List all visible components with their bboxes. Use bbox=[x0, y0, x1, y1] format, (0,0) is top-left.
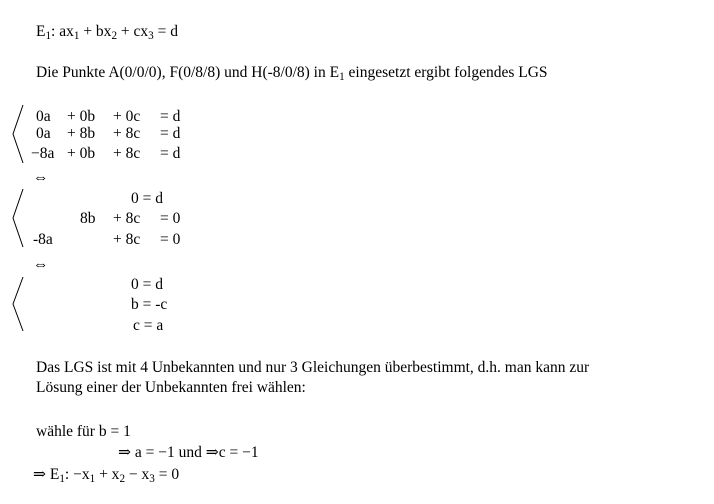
system1-row1-c: + 0c bbox=[113, 108, 141, 125]
system1-brace bbox=[10, 104, 26, 164]
implication-line: ⇒ a = −1 und ⇒c = −1 bbox=[118, 444, 259, 461]
system1-row1-b: + 0b bbox=[67, 108, 96, 125]
implies-arrow: ⇒ bbox=[205, 444, 219, 461]
paragraph-line2: Lösung einer der Unbekannten frei wählen: bbox=[36, 379, 306, 396]
system3-row2: b = -c bbox=[131, 296, 168, 313]
system1-row3-c: + 8c bbox=[113, 145, 141, 162]
system1-row1-r: = d bbox=[160, 108, 181, 125]
system1-row2-r: = d bbox=[160, 125, 181, 142]
system3-row3: c = a bbox=[133, 317, 164, 334]
paragraph-line1: Das LGS ist mit 4 Unbekannten und nur 3 Gleichungen überbestimmt, d.h. man kann zur bbox=[36, 359, 590, 376]
system2-row3-c: + 8c bbox=[113, 231, 141, 248]
system2-brace bbox=[10, 188, 26, 248]
system2-row2-c: + 8c bbox=[113, 210, 141, 227]
implies-arrow: ⇒ bbox=[33, 466, 46, 483]
system1-row3-a: −8a bbox=[31, 145, 55, 162]
system2-row3-a: -8a bbox=[33, 231, 53, 248]
system3-row1: 0 = d bbox=[131, 276, 163, 293]
system2-row3-r: = 0 bbox=[160, 231, 181, 248]
system1-row1-a: 0a bbox=[36, 108, 51, 125]
system2-row1-r: 0 = d bbox=[131, 190, 163, 207]
intro-sentence: Die Punkte A(0/0/0), F(0/8/8) und H(-8/0/8) in $E_1$ eingesetzt ergibt folgendes LGS bbox=[36, 64, 548, 84]
system1-row2-b: + 8b bbox=[67, 125, 96, 142]
result-equation: ⇒ $E_1$: $-x_1 + x_2 - x_3 = 0$ bbox=[33, 466, 180, 486]
system2-row2-r: = 0 bbox=[160, 210, 181, 227]
equivalence-symbol-2: ⇔ bbox=[33, 256, 49, 273]
system2-row2-b: 8b bbox=[80, 210, 96, 227]
equivalence-symbol: ⇔ bbox=[33, 169, 49, 186]
system1-row2-c: + 8c bbox=[113, 125, 141, 142]
choice-line: wähle für b = 1 bbox=[36, 423, 131, 440]
plane-equation: $E_1$: $ax_1 + bx_2 + cx_3 = d$ bbox=[36, 23, 178, 43]
system1-row2-a: 0a bbox=[36, 125, 51, 142]
system3-brace bbox=[10, 276, 26, 332]
system1-row3-r: = d bbox=[160, 145, 181, 162]
system1-row3-b: + 0b bbox=[67, 145, 96, 162]
implies-arrow: ⇒ bbox=[118, 444, 131, 461]
